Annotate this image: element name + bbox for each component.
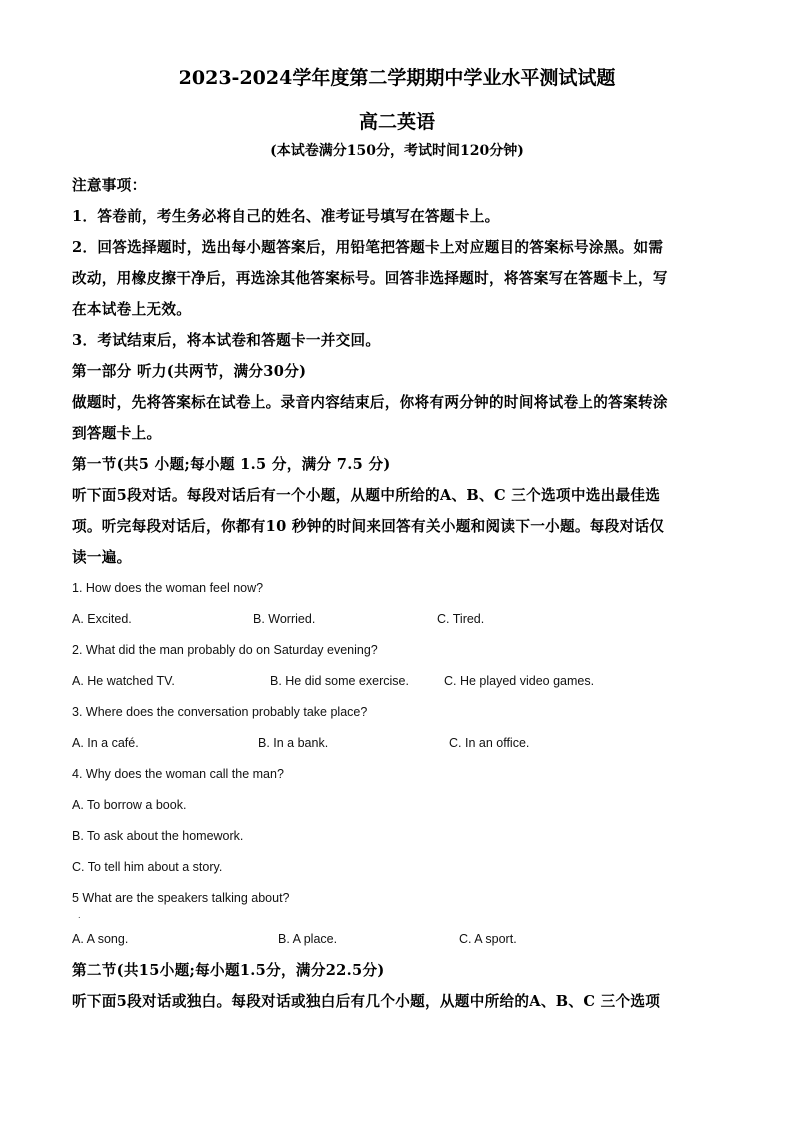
- notice-item-2-line-1: 2．回答选择题时，选出每小题答案后，用铅笔把答题卡上对应题目的答案标号涂黑。如需: [72, 239, 664, 256]
- question-3-option-b: B. In a bank.: [258, 736, 329, 750]
- question-1-options: [72, 604, 722, 635]
- question-5-option-c: C. A sport.: [459, 932, 517, 946]
- part1-instruction-line-2: 到答题卡上。: [72, 425, 162, 442]
- section1-heading: 第一节(共5 小题;每小题 1.5 分，满分 7.5 分): [72, 456, 391, 473]
- section1-instruction-line-2: 项。听完每段对话后，你都有10 秒钟的时间来回答有关小题和阅读下一小题。每段对话仅: [72, 518, 665, 535]
- question-2-stem: 2. What did the man probably do on Saturday evening?: [72, 643, 378, 657]
- notice-item-2-line-2: 改动，用橡皮擦干净后，再选涂其他答案标号。回答非选择题时，将答案写在答题卡上，写: [72, 270, 668, 287]
- section1-instruction-line-1: 听下面5段对话。每段对话后有一个小题，从题中所给的A、B、C 三个选项中选出最佳选: [72, 487, 661, 504]
- question-2-option-b: B. He did some exercise.: [270, 674, 409, 688]
- part1-heading: 第一部分 听力(共两节，满分30分): [72, 363, 307, 380]
- section2-heading: 第二节(共15小题;每小题1.5分，满分22.5分): [72, 962, 385, 979]
- question-3-options: [72, 728, 722, 759]
- notice-item-3: 3．考试结束后，将本试卷和答题卡一并交回。: [72, 332, 381, 349]
- question-4-stem: 4. Why does the woman call the man?: [72, 767, 284, 781]
- question-5-number-dot: .: [78, 911, 81, 920]
- question-2-option-c: C. He played video games.: [444, 674, 595, 688]
- question-1-option-b: B. Worried.: [253, 612, 316, 626]
- question-5-option-b: B. A place.: [278, 932, 338, 946]
- question-5-option-a: A. A song.: [72, 932, 129, 946]
- question-1-option-a: A. Excited.: [72, 612, 132, 626]
- question-4-option-a: A. To borrow a book.: [72, 798, 187, 812]
- question-3-option-a: A. In a café.: [72, 736, 139, 750]
- section1-instruction-line-3: 读一遍。: [72, 549, 132, 566]
- question-3-stem: 3. Where does the conversation probably take place?: [72, 705, 368, 719]
- question-1-stem: 1. How does the woman feel now?: [72, 581, 264, 595]
- notice-item-2-line-3: 在本试卷上无效。: [72, 301, 192, 318]
- part1-instruction-line-1: 做题时，先将答案标在试卷上。录音内容结束后，你将有两分钟的时间将试卷上的答案转涂: [72, 394, 668, 411]
- question-3-option-c: C. In an office.: [449, 736, 530, 750]
- notice-item-1: 1．答卷前，考生务必将自己的姓名、准考证号填写在答题卡上。: [72, 208, 500, 225]
- exam-page: [72, 64, 722, 1017]
- question-4-option-c: C. To tell him about a story.: [72, 860, 223, 874]
- section2-instruction-line-1: 听下面5段对话或独白。每段对话或独白后有几个小题，从题中所给的A、B、C 三个选项: [72, 993, 661, 1010]
- question-4-option-b: B. To ask about the homework.: [72, 829, 244, 843]
- question-1-option-c: C. Tired.: [437, 612, 485, 626]
- question-5-stem: 5 What are the speakers talking about?: [72, 891, 290, 905]
- exam-title: 2023-2024学年度第二学期期中学业水平测试试题: [178, 67, 616, 89]
- subject-title: 高二英语: [358, 111, 435, 133]
- question-5-options: [72, 924, 722, 955]
- question-2-options: [72, 666, 722, 697]
- notice-heading: 注意事项：: [72, 177, 147, 194]
- question-2-option-a: A. He watched TV.: [72, 674, 175, 688]
- score-note: (本试卷满分150分，考试时间120分钟): [270, 143, 524, 159]
